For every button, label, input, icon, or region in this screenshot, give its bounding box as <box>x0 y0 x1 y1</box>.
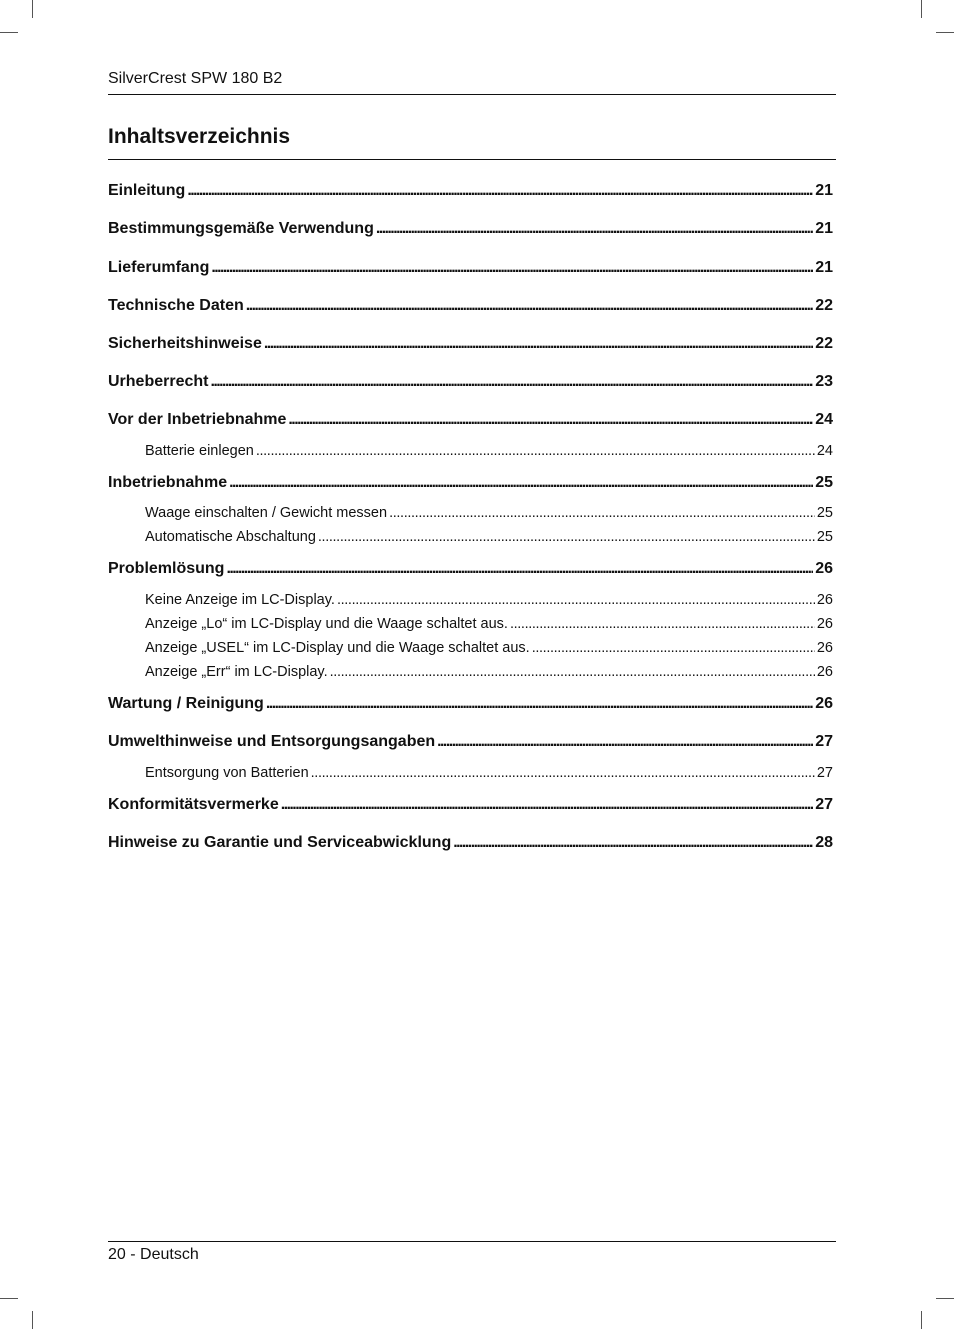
toc-entry-label: Anzeige „USEL“ im LC-Display und die Waage schaltet aus. <box>145 640 530 656</box>
toc-entry[interactable] <box>108 259 833 277</box>
dot-leader <box>256 443 815 459</box>
toc-entry[interactable] <box>108 373 833 391</box>
toc-entry-page: 25 <box>815 474 833 491</box>
toc-entry-label: Waage einschalten / Gewicht messen <box>145 505 388 521</box>
toc-subentry[interactable] <box>145 765 833 781</box>
toc-title: Inhaltsverzeichnis <box>108 125 291 148</box>
dot-leader <box>281 796 813 814</box>
toc-entry-label: Anzeige „Err“ im LC-Display. <box>145 664 328 680</box>
toc-entry-page: 27 <box>816 765 833 781</box>
toc-entry-page: 21 <box>815 220 833 237</box>
toc-entry-label: Sicherheitshinweise <box>108 335 262 352</box>
toc-entry-page: 24 <box>815 411 833 428</box>
toc-entry-page: 23 <box>815 373 833 390</box>
toc-entry-label: Vor der Inbetriebnahme <box>108 411 287 428</box>
toc-entry[interactable] <box>108 220 833 238</box>
toc-entry-page: 26 <box>815 695 833 712</box>
toc-entry-label: Urheberrecht <box>108 373 209 390</box>
dot-leader <box>264 335 813 353</box>
toc-entry-label: Automatische Abschaltung <box>145 529 316 545</box>
crop-mark <box>0 1298 18 1299</box>
toc-entry-label: Entsorgung von Batterien <box>145 765 309 781</box>
toc-entry[interactable] <box>108 695 833 713</box>
crop-mark <box>921 1311 922 1329</box>
toc-entry-page: 22 <box>815 335 833 352</box>
crop-mark <box>32 1311 33 1329</box>
toc-entry-page: 28 <box>815 834 833 851</box>
crop-mark <box>921 0 922 18</box>
dot-leader <box>330 664 815 680</box>
toc-entry[interactable] <box>108 796 833 814</box>
toc-entry-page: 27 <box>815 733 833 750</box>
toc-entry[interactable] <box>108 297 833 315</box>
toc-entry-label: Umwelthinweise und Entsorgungsangaben <box>108 733 436 750</box>
toc-entry-label: Anzeige „Lo“ im LC-Display und die Waage schaltet aus. <box>145 616 508 632</box>
title-divider <box>108 159 836 160</box>
toc-subentry[interactable] <box>145 443 833 459</box>
crop-mark <box>0 32 18 33</box>
toc-entry[interactable] <box>108 474 833 492</box>
dot-leader <box>187 182 813 200</box>
dot-leader <box>226 560 813 578</box>
dot-leader <box>229 474 813 492</box>
toc-entry-page: 21 <box>815 182 833 199</box>
toc-entry-label: Inbetriebnahme <box>108 474 228 491</box>
toc-subentry[interactable] <box>145 592 833 608</box>
crop-mark <box>936 32 954 33</box>
toc-subentry[interactable] <box>145 664 833 680</box>
toc-entry-label: Problemlösung <box>108 560 225 577</box>
toc-entry-page: 26 <box>815 560 833 577</box>
header-divider <box>108 94 836 95</box>
toc-subentry[interactable] <box>145 529 833 545</box>
toc-entry-page: 22 <box>815 297 833 314</box>
toc-entry[interactable] <box>108 182 833 200</box>
toc-entry-label: Wartung / Reinigung <box>108 695 264 712</box>
toc-entry-page: 26 <box>816 616 833 632</box>
toc-entry-label: Batterie einlegen <box>145 443 254 459</box>
toc-entry-label: Lieferumfang <box>108 259 210 276</box>
dot-leader <box>453 834 813 852</box>
toc-subentry[interactable] <box>145 640 833 656</box>
toc-entry-label: Hinweise zu Garantie und Serviceabwicklung <box>108 834 452 851</box>
toc-entry[interactable] <box>108 560 833 578</box>
toc-entry-label: Konformitätsvermerke <box>108 796 279 813</box>
running-header: SilverCrest SPW 180 B2 <box>108 70 283 87</box>
toc-entry-page: 26 <box>816 592 833 608</box>
crop-mark <box>32 0 33 18</box>
dot-leader <box>210 373 813 391</box>
dot-leader <box>389 505 815 521</box>
toc-entry-page: 26 <box>816 664 833 680</box>
toc-entry-page: 25 <box>816 529 833 545</box>
dot-leader <box>337 592 815 608</box>
toc-entry[interactable] <box>108 411 833 429</box>
toc-subentry[interactable] <box>145 505 833 521</box>
toc-entry-page: 26 <box>816 640 833 656</box>
dot-leader <box>311 765 815 781</box>
dot-leader <box>318 529 815 545</box>
toc-entry-label: Einleitung <box>108 182 186 199</box>
dot-leader <box>211 259 813 277</box>
page-number: 20 - Deutsch <box>108 1246 199 1263</box>
dot-leader <box>532 640 815 656</box>
dot-leader <box>510 616 815 632</box>
toc-entry-label: Keine Anzeige im LC-Display. <box>145 592 335 608</box>
footer-divider <box>108 1241 836 1242</box>
dot-leader <box>246 297 813 315</box>
toc-entry[interactable] <box>108 335 833 353</box>
dot-leader <box>437 733 813 751</box>
toc-entry-page: 24 <box>816 443 833 459</box>
dot-leader <box>376 220 813 238</box>
toc-entry-page: 21 <box>815 259 833 276</box>
toc-entry[interactable] <box>108 834 833 852</box>
crop-mark <box>936 1298 954 1299</box>
toc-subentry[interactable] <box>145 616 833 632</box>
toc-entry-page: 27 <box>815 796 833 813</box>
dot-leader <box>266 695 813 713</box>
toc-entry[interactable] <box>108 733 833 751</box>
dot-leader <box>288 411 813 429</box>
toc-entry-label: Bestimmungsgemäße Verwendung <box>108 220 374 237</box>
toc-entry-label: Technische Daten <box>108 297 244 314</box>
toc-entry-page: 25 <box>816 505 833 521</box>
